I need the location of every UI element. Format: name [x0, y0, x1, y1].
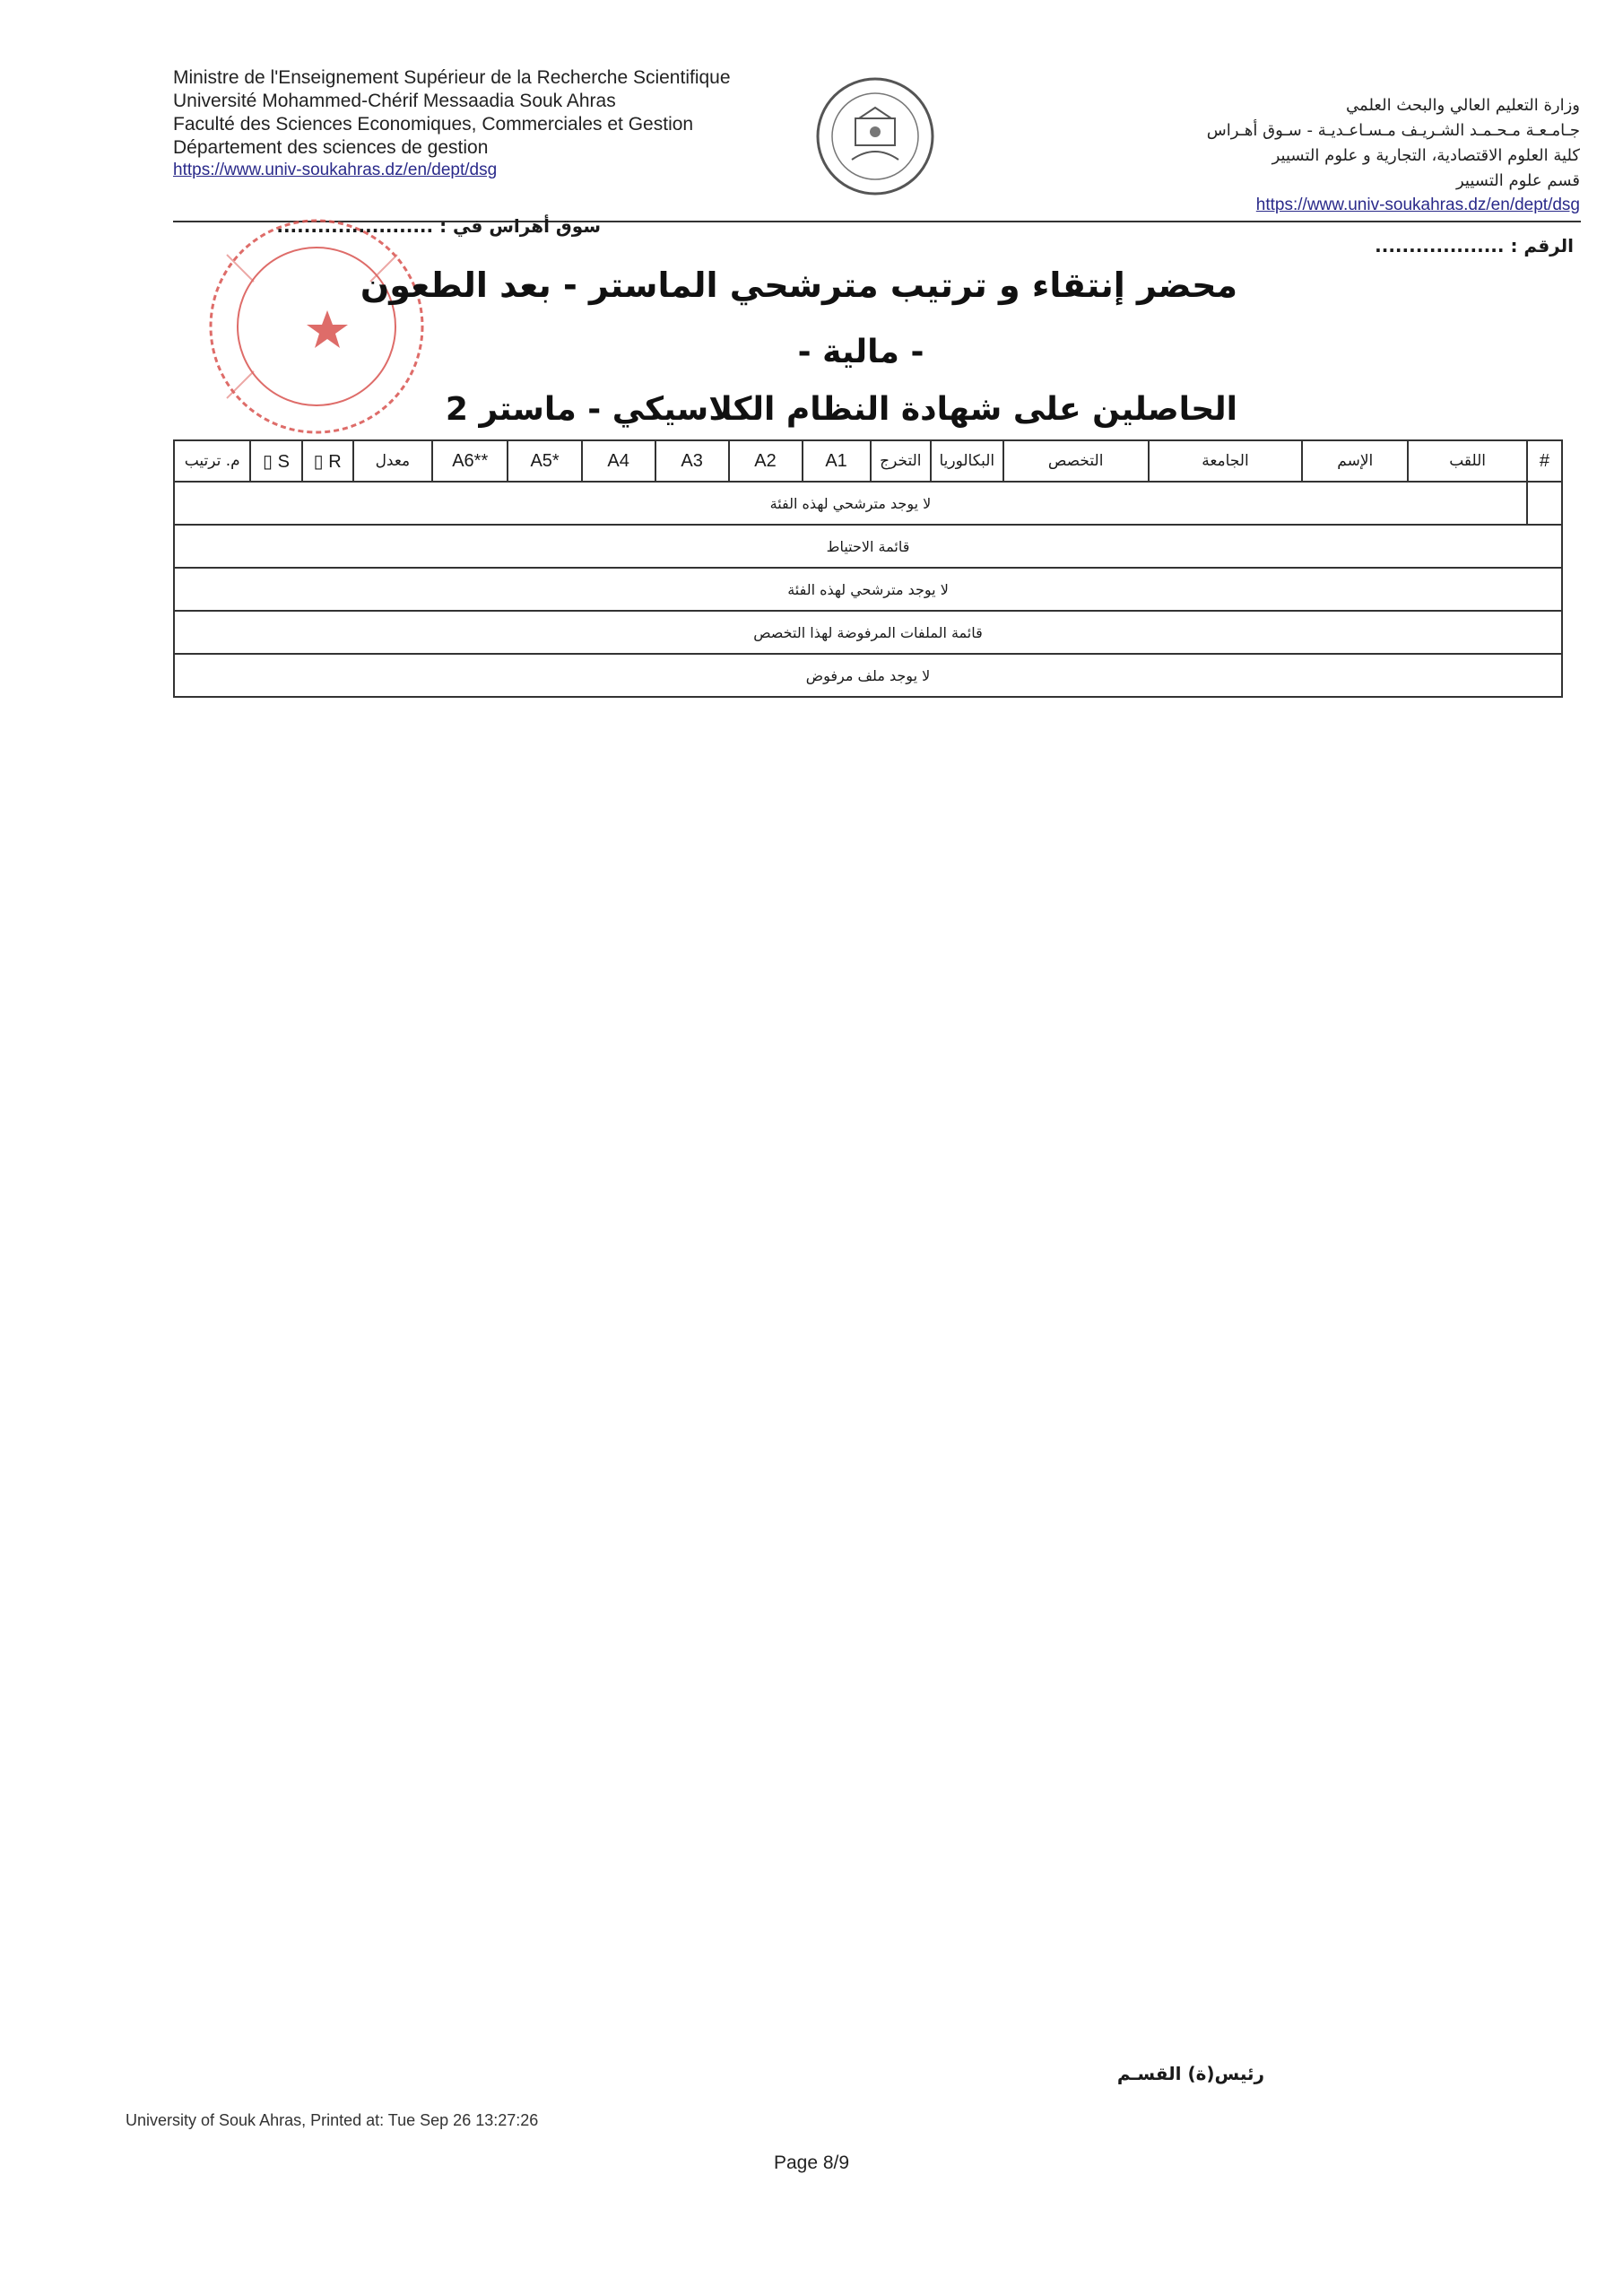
ministry-fr: Ministre de l'Enseignement Supérieur de la Recherche Scientifique [173, 67, 731, 88]
reference-number: الرقم : ................... [1375, 235, 1574, 257]
candidates-table [173, 439, 1563, 698]
column-header: اللقب [1408, 440, 1527, 482]
header-arabic [1006, 93, 1580, 217]
column-header: *A5 [508, 440, 581, 482]
document-title: محضر إنتقاء و ترتيب مترشحي الماستر - بعد الطعون [360, 265, 1237, 305]
column-header: A4 [582, 440, 655, 482]
column-header: R ▯ [302, 440, 353, 482]
place-date: سوق أهراس في : ....................... [276, 215, 601, 237]
specialty-title: - مالية - [797, 334, 924, 370]
no-candidates-message: لا يوجد مترشحي لهذه الفئة [174, 568, 1562, 611]
page-number: Page 8/9 [773, 2152, 850, 2173]
column-header: A2 [729, 440, 803, 482]
university-ar: جـامـعـة مـحـمـد الشـريـف مـسـاعـديـة - سـوق أهـراس [1206, 121, 1580, 140]
print-info: University of Souk Ahras, Printed at: Tue Sep 26 13:27:26 [126, 2111, 539, 2129]
column-header: الإسم [1302, 440, 1408, 482]
faculty-ar: كلية العلوم الاقتصادية، التجارية و علوم التسيير [1271, 146, 1580, 165]
faculty-fr: Faculté des Sciences Economiques, Commerciales et Gestion [173, 114, 694, 135]
column-header: # [1527, 440, 1562, 482]
reserve-list-heading: قائمة الاحتياط [174, 525, 1562, 568]
no-candidates-message: لا يوجد مترشحي لهذه الفئة [174, 482, 1527, 525]
table-row [174, 482, 1562, 525]
column-header: البكالوريا [931, 440, 1002, 482]
column-header: التخصص [1003, 440, 1149, 482]
department-ar: قسم علوم التسيير [1456, 171, 1580, 190]
table-row [174, 525, 1562, 568]
table-header-row [174, 440, 1562, 482]
column-header: م. ترتيب [174, 440, 250, 482]
row-number-cell [1527, 482, 1562, 525]
column-header: S ▯ [250, 440, 301, 482]
university-seal-logo [812, 74, 938, 199]
column-header: **A6 [432, 440, 508, 482]
ministry-ar: وزارة التعليم العالي والبحث العلمي [1346, 96, 1580, 115]
rejected-files-heading: قائمة الملفات المرفوضة لهذا التخصص [174, 611, 1562, 654]
table-row [174, 654, 1562, 697]
column-header: A3 [655, 440, 729, 482]
university-fr: Université Mohammed-Chérif Messaadia Souk Ahras [173, 91, 616, 111]
header-french [173, 66, 837, 181]
column-header: الجامعة [1149, 440, 1302, 482]
department-link-fr[interactable]: https://www.univ-soukahras.dz/en/dept/dsg [173, 161, 498, 179]
column-header: التخرج [871, 440, 931, 482]
department-fr: Département des sciences de gestion [173, 137, 489, 158]
column-header: معدل [353, 440, 432, 482]
table-row [174, 568, 1562, 611]
category-title: الحاصلين على شهادة النظام الكلاسيكي - ماستر 2 [445, 391, 1237, 428]
table-row [174, 611, 1562, 654]
department-head-signature: رئيس(ة) القسـم [1116, 2063, 1264, 2084]
department-link-ar[interactable]: https://www.univ-soukahras.dz/en/dept/dsg [1255, 196, 1580, 214]
column-header: A1 [803, 440, 871, 482]
no-rejected-files-message: لا يوجد ملف مرفوض [174, 654, 1562, 697]
